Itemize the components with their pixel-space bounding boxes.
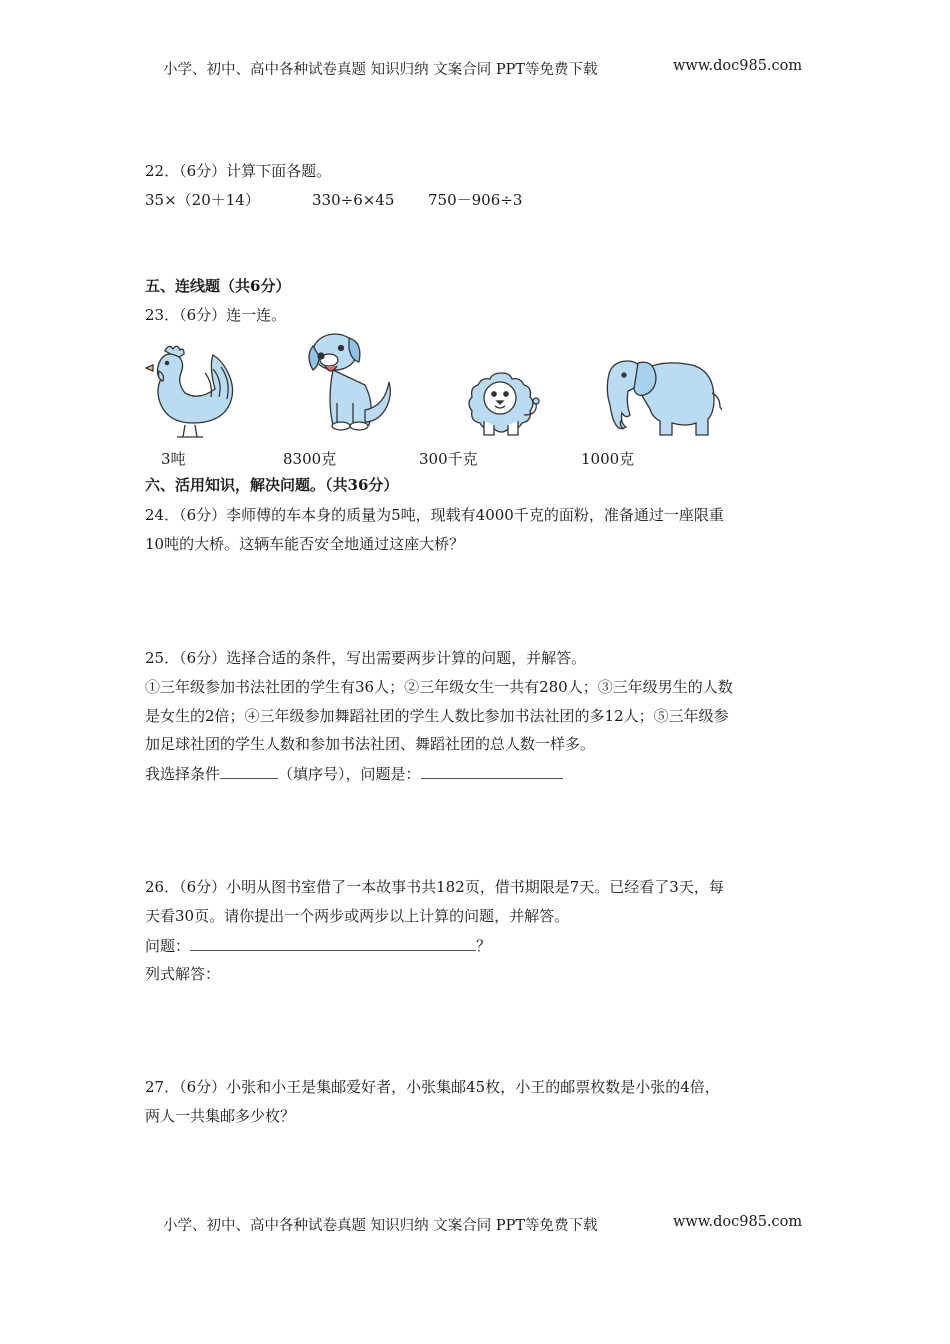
page-header — [163, 58, 803, 79]
q25-choose-mid: （填序号），问题是： — [278, 765, 421, 783]
header-url: www.doc985.com — [673, 58, 803, 74]
q26-question-end: ？ — [476, 937, 492, 955]
elephant-image — [602, 353, 722, 437]
section-5-title: 五、连线题（共6分） — [145, 277, 291, 295]
q22-expr-2: 330÷6×45 — [312, 191, 395, 209]
q27-line-2: 两人一共集邮多少枚？ — [145, 1107, 296, 1125]
weight-label-2: 8300克 — [283, 450, 337, 468]
header-text: 小学、初中、高中各种试卷真题 知识归纳 文案合同 PPT等免费下载 — [163, 62, 598, 78]
section-6-title: 六、活用知识，解决问题。（共36分） — [145, 476, 399, 494]
q25-line-1: 25．（6分）选择合适的条件，写出需要两步计算的问题，并解答。 — [145, 649, 587, 667]
rooster-image — [145, 343, 240, 440]
footer-text: 小学、初中、高中各种试卷真题 知识归纳 文案合同 PPT等免费下载 — [163, 1218, 598, 1234]
q22-expr-3: 750－906÷3 — [428, 191, 523, 209]
weight-label-1: 3吨 — [161, 450, 186, 468]
page-footer — [163, 1214, 803, 1235]
q26-line-1: 26．（6分）小明从图书室借了一本故事书共182页，借书期限是7天。已经看了3天，每 — [145, 878, 724, 896]
q24-line-2: 10吨的大桥。这辆车能否安全地通过这座大桥？ — [145, 535, 465, 553]
q23-title: 23．（6分）连一连。 — [145, 306, 287, 324]
dog-image — [303, 330, 398, 437]
q25-line-2: ①三年级参加书法社团的学生有36人；②三年级女生一共有280人；③三年级男生的人数 — [145, 678, 733, 696]
q26-question-blank[interactable] — [190, 935, 476, 951]
q22-expr-1: 35×（20＋14） — [145, 191, 260, 209]
footer-url: www.doc985.com — [673, 1214, 803, 1230]
q25-choose-prefix: 我选择条件 — [145, 765, 221, 783]
q26-question-label: 问题： — [145, 937, 191, 955]
q26-question-line — [145, 935, 491, 956]
lion-image — [462, 371, 542, 439]
q26-answer-label: 列式解答： — [145, 965, 221, 983]
q24-line-1: 24．（6分）李师傅的车本身的质量为5吨，现载有4000千克的面粉，准备通过一座限重 — [145, 506, 724, 524]
q27-line-1: 27．（6分）小张和小王是集邮爱好者，小张集邮45枚，小王的邮票枚数是小张的4倍， — [145, 1078, 720, 1096]
weight-label-4: 1000克 — [581, 450, 635, 468]
q26-line-2: 天看30页。请你提出一个两步或两步以上计算的问题，并解答。 — [145, 907, 570, 925]
q25-line-3: 是女生的2倍；④三年级参加舞蹈社团的学生人数比参加书法社团的多12人；⑤三年级参 — [145, 707, 729, 725]
q25-choose-line — [145, 763, 563, 784]
q22-title: 22．（6分）计算下面各题。 — [145, 162, 332, 180]
q25-line-4: 加足球社团的学生人数和参加书法社团、舞蹈社团的总人数一样多。 — [145, 735, 596, 753]
q25-condition-blank[interactable] — [220, 763, 278, 779]
weight-label-3: 300千克 — [419, 450, 478, 468]
q25-question-blank[interactable] — [421, 763, 563, 779]
